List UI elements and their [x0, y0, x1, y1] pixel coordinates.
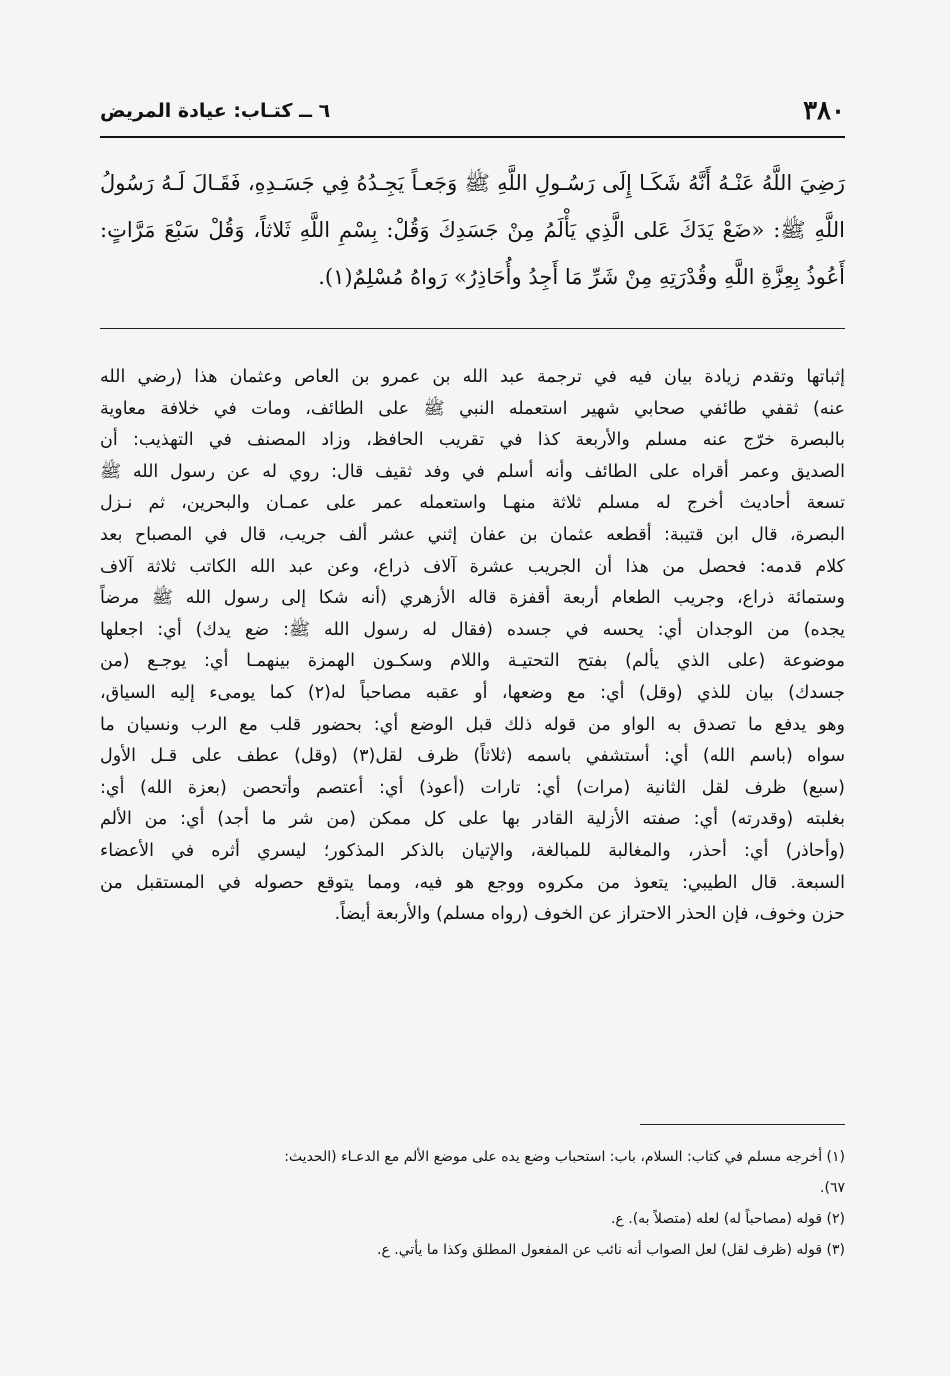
footnote-divider — [640, 1124, 845, 1125]
commentary-line: وهو يدفع ما تصدق به الواو من قوله ذلك قبل الوضع أي: بحضور قلب مع الرب ونسيان ما — [100, 714, 845, 735]
commentary-line: (وأحاذر) أي: أحذر، والمغالبة للمبالغة، والإتيان بالذكر المذكور؛ ليسري أثره في الأعضاء — [100, 840, 845, 861]
chapter-title: ٦ ــ كتـاب: عيادة المريض — [100, 100, 331, 122]
page-header — [100, 96, 845, 136]
header-divider — [100, 136, 845, 138]
commentary-block — [100, 362, 845, 931]
commentary-line: تسعة أحاديث أخرج له مسلم ثلاثة منهـا واستعمله عمر على عمـان والبحرين، ثم نـزل — [100, 493, 845, 514]
footnotes-block — [100, 1142, 845, 1266]
commentary-line: حزن وخوف، فإن الحذر الاحتراز عن الخوف (رواه مسلم) والأربعة أيضاً. — [334, 904, 845, 925]
commentary-line: إثباتها وتقدم زيادة بيان فيه في ترجمة عبد الله بن عمرو بن العاص وعثمان هذا (رضي الله — [100, 367, 845, 387]
commentary-line: بغلبته (وقدرته) أي: صفته الأزلية القادر بها على كل ممكن (من شر ما أجد) أي: من الألم — [100, 809, 845, 830]
commentary-line: سواه (باسم الله) أي: أستشفي باسمه (ثلاثاً) ظرف لقل(٣) (وقل) عطف على قـل الأول — [100, 746, 845, 767]
commentary-line: البصرة، قال ابن قتيبة: أقطعه عثمان بن عفان إثني عشر ألف جريب، قال في المصباح بعد — [100, 524, 845, 545]
commentary-line: السبعة. قال الطيبي: يتعوذ من مكروه ووجع هو فيه، ومما يتوقع حصوله في المستقبل من — [100, 872, 845, 893]
commentary-line: جسدك) بيان للذي (وقل) أي: مع وضعها، أو عقبه مصاحباً له(٢) كما يومىء إليه السياق، — [100, 682, 845, 703]
commentary-line: بالبصرة خرّج عنه مسلم والأربعة كذا في تقريب الحافظ، وزاد المصنف في التهذيب: أن — [100, 430, 845, 451]
footnote-1: (١) أخرجه مسلم في كتاب: السلام، باب: استحباب وضع يده على موضع الألم مع الدعـاء (الحديث: — [284, 1149, 845, 1165]
commentary-line: عنه) ثقفي طائفي صحابي شهير استعمله النبي ﷺ على الطائف، ومات في خلافة معاوية — [100, 398, 845, 419]
commentary-line: موضوعة (على الذي يألم) بفتح التحتيـة واللام وسكـون الهمزة بينهمـا أي: يوجـع (من — [100, 651, 845, 672]
page-number: ٣٨٠ — [803, 96, 845, 126]
commentary-line: وستمائة ذراع، وجريب الطعام أربعة أقفزة قاله الأزهري (أنه شكا إلى رسول الله ﷺ مرضاً — [100, 588, 845, 609]
footnote-1-continuation: ٦٧). — [820, 1180, 845, 1196]
commentary-line: الصديق وعمر أقراه على الطائف وأنه أسلم في وفد ثقيف قال: روي له عن رسول الله ﷺ — [100, 461, 845, 482]
section-divider — [100, 328, 845, 329]
commentary-line: يجده) من الوجدان أي: يحسه في جسده (فقال له رسول الله ﷺ: ضع يدك) أي: اجعلها — [100, 619, 845, 640]
footnote-3: (٣) قوله (ظرف لقل) لعل الصواب أنه نائب عن المفعول المطلق وكذا ما يأتي. ع. — [377, 1242, 845, 1258]
hadith-text: رَضِيَ اللَّهُ عَنْـهُ أَنَّهُ شَكَـا إِلَى رَسُـولِ اللَّهِ ﷺ وَجَعـاً يَجِـدُهُ فِي جَسَـدِهِ، فَقَـالَ لَـهُ رَسُولُ اللَّهِ ﷺ: «ضَعْ يَدَكَ عَلى الَّذِي يَأْلَمُ مِنْ جَسَدِكَ وَقُلْ: بِسْمِ اللَّهِ ثَلاثاً، وَقُلْ سَبْعَ مَرَّاتٍ: أَعُوذُ بِعِزَّةِ اللَّهِ وقُدْرَتِهِ مِنْ شَرِّ مَا أَجِدُ وأُحَاذِرُ» رَواهُ مُسْلِمٌ(١). — [100, 171, 845, 289]
commentary-line: (سبع) ظرف لقل الثانية (مرات) أي: تارات (أعوذ) أي: أعتصم وأتحصن (بعزة الله) أي: — [100, 777, 845, 798]
footnote-2: (٢) قوله (مصاحباً له) لعله (متصلاً به). ع. — [610, 1211, 845, 1227]
commentary-line: كلام قدمه: فحصل من هذا أن الجريب عشرة آلاف ذراع، وعن عبد الله الكاتب ثلاثة آلاف — [100, 556, 845, 577]
